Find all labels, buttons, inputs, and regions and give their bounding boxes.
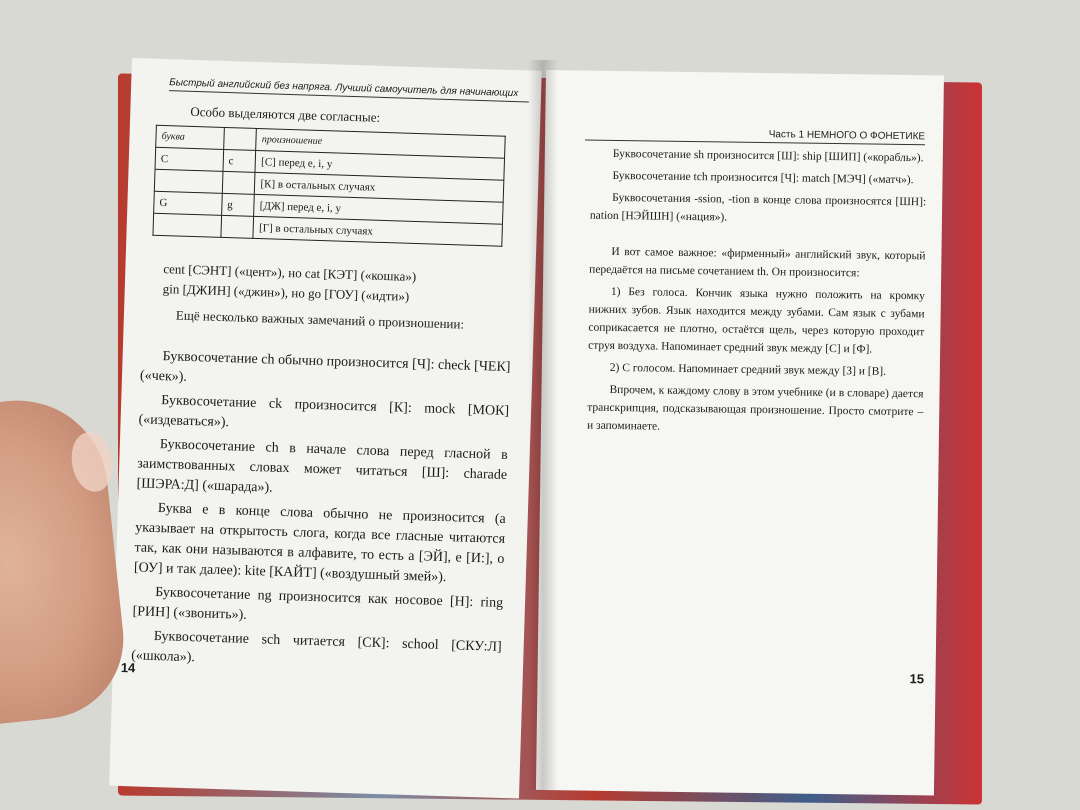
thumb	[0, 392, 131, 729]
rule-paragraph: Буквосочетание ch в начале слова перед гласной в заимствованных словах может читаться [Ш]: charade [ШЭРА:Д] («шарада»).	[136, 437, 508, 496]
notes-subheading: Ещё несколько важных замечаний о произношении:	[175, 307, 465, 332]
voiceless-paragraph: 1) Без голоса. Кончик языка нужно положить на кромку нижних зубов. Язык находится между зубами. Сам язык с зубами соприкасается не плотно, остаётся щель, через которую проходит струя воздуха. Напоминает средний звук между [С] и [Ф].	[588, 285, 925, 356]
table-cell: g	[221, 193, 254, 216]
rule-paragraph: Буквосочетание sh произносится [Ш]: ship [ШИП] («корабль»).	[612, 147, 924, 165]
table-header-cell: произношение	[256, 128, 505, 158]
table-header-cell	[223, 127, 256, 150]
examples-block	[162, 259, 416, 307]
table-cell	[222, 171, 255, 194]
left-page	[109, 58, 542, 799]
book-gutter-shadow	[528, 60, 558, 790]
example-line: gin [ДЖИН] («джин»), но go [ГОУ] («идти»)	[162, 281, 410, 304]
table-cell	[154, 169, 222, 193]
table-cell	[153, 213, 221, 237]
important-paragraph: И вот самое важное: «фирменный» английский звук, который передаётся на письме сочетанием th. Он произносится:	[589, 245, 926, 280]
table-cell: C	[155, 147, 223, 171]
right-page-number: 15	[909, 671, 925, 687]
table-cell: c	[223, 149, 256, 172]
right-page	[536, 70, 944, 795]
table-lead-text: Особо выделяются две согласные:	[190, 103, 381, 125]
table-cell: [ДЖ] перед e, i, y	[254, 194, 503, 224]
table-cell: [Г] в остальных случаях	[253, 216, 502, 246]
table-header-cell: буква	[156, 125, 224, 149]
rule-paragraph: Буквосочетание sch читается [СК]: school [СКУ:Л] («школа»).	[130, 628, 502, 666]
voiced-paragraph: 2) С голосом. Напоминает средний звук между [З] и [В].	[609, 361, 887, 378]
table-cell	[221, 215, 254, 238]
table-cell: [К] в остальных случаях	[255, 172, 504, 202]
closing-paragraph: Впрочем, к каждому слову в этом учебнике (и в словаре) дается транскрипция, подсказывающая произношение. Просто смотрите – и запоминаете.	[586, 383, 924, 433]
pronunciation-table	[152, 125, 505, 247]
rules-block	[131, 346, 511, 681]
rule-paragraph: Буквосочетание ck произносится [К]: mock [МОК] («издеваться»).	[138, 393, 510, 431]
example-line: cent [СЭНТ] («цент»), но cat [КЭТ] («кошка»)	[163, 261, 417, 285]
rule-paragraph: Буквосочетания -ssion, -tion в конце слова произносятся [ШН]: nation [НЭЙШН] («нация»).	[589, 191, 927, 224]
right-running-header: Часть 1 НЕМНОГО О ФОНЕТИКЕ	[585, 127, 925, 146]
rule-paragraph: Буквосочетание ch обычно произносится [Ч]: check [ЧЕК] («чек»).	[139, 349, 511, 385]
rule-paragraph: Буквосочетание tch произносится [Ч]: match [МЭЧ] («матч»).	[612, 169, 914, 187]
rule-paragraph: Буквосочетание ng произносится как носовое [Н]: ring [РИН] («звонить»).	[132, 584, 504, 623]
rule-paragraph: Буква e в конце слова обычно не произносится (а указывает на открытость слога, когда все гласные читаются так, как они называются в алфавите, то есть a [ЭЙ], e [И:], o [ОУ] и так далее): kite [КАЙТ] («воздушный змей»).	[133, 501, 506, 586]
table-cell: G	[154, 191, 222, 215]
left-running-header: Быстрый английский без напряга. Лучший самоучитель для начинающих	[169, 77, 529, 102]
left-page-number: 14	[120, 659, 136, 676]
right-text-block	[587, 145, 927, 444]
table-cell: [С] перед e, i, y	[255, 150, 504, 180]
